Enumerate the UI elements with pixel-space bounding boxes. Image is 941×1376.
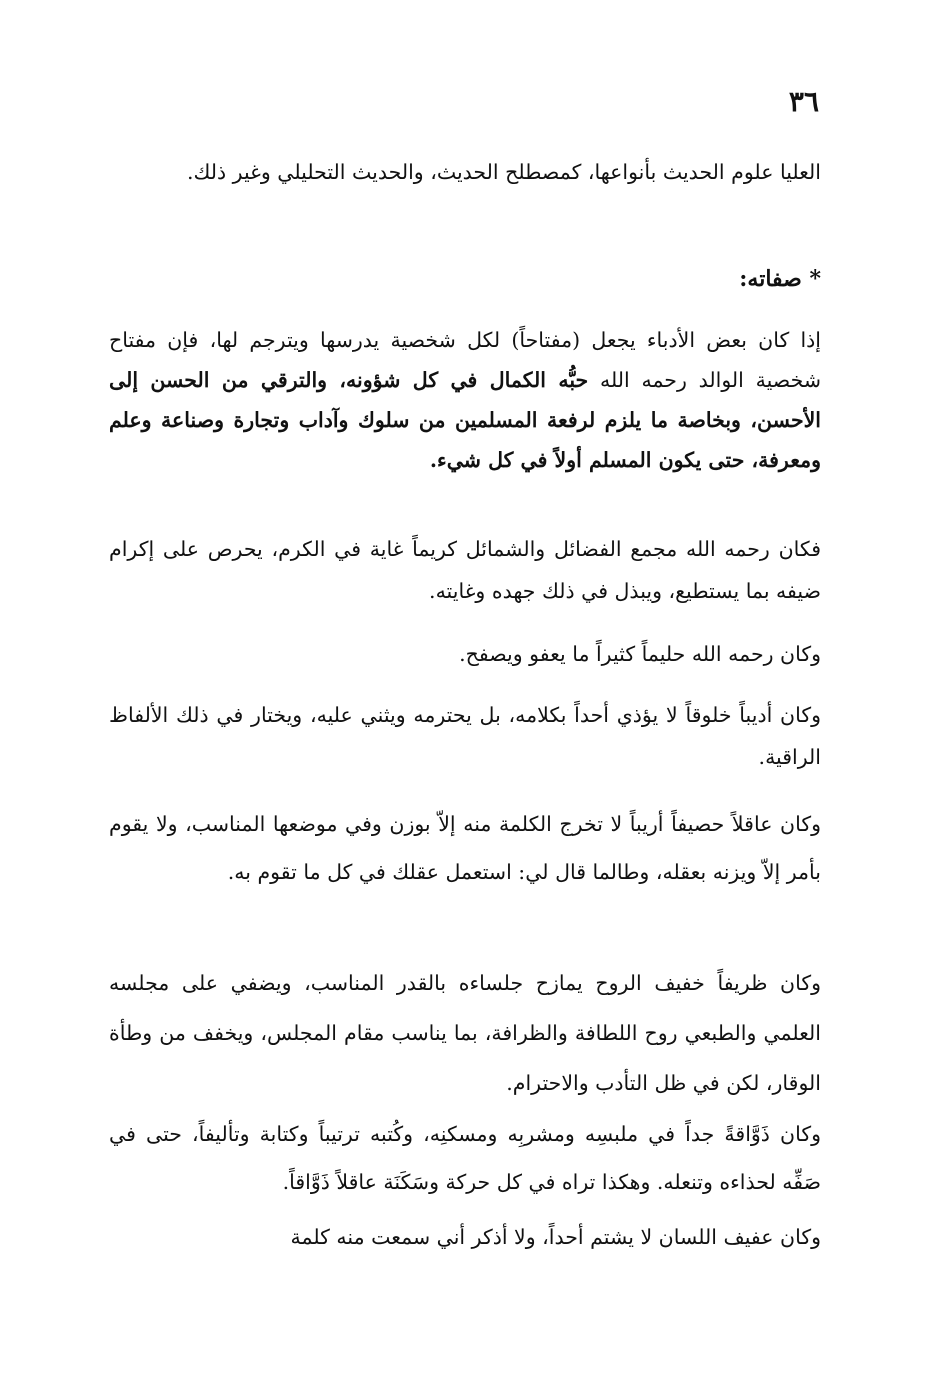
paragraph-manners: وكان أديباً خلوقاً لا يؤذي أحداً بكلامه، بل يحترمه ويثني عليه، ويختار في ذلك الألفاظ الراقية. [109,703,821,769]
paragraph-key-trait [109,320,821,480]
paragraph-taste: وكان ذَوَّاقةً جداً في ملبسِه ومشربِه ومسكنِه، وكُتبه ترتيباً وكتابة وتأليفاً، حتى في صَفِّه لحذاءه وتنعله. وهكذا تراه في كل حركة وسَكَنَة عاقلاً ذَوَّاقاً. [109,1122,821,1194]
intro-paragraph: العليا علوم الحديث بأنواعها، كمصطلح الحديث، والحديث التحليلي وغير ذلك. [186,160,821,184]
section-heading: * صفاته: [739,266,821,292]
paragraph-key-trait-normal: إذا كان بعض الأدباء يجعل (مفتاحاً) لكل شخصية يدرسها ويترجم لها، فإن مفتاح شخصية الوالد رحمه الله [109,328,821,392]
paragraph-forbearance: وكان رحمه الله حليماً كثيراً ما يعفو ويصفح. [459,642,821,666]
paragraph-wisdom: وكان عاقلاً حصيفاً أريباً لا تخرج الكلمة منه إلاّ بوزن وفي موضعها المناسب، ولا يقوم بأمر إلاّ ويزنه بعقله، وطالما قال لي: استعمل عقلك في كل ما تقوم به. [109,812,821,884]
paragraph-humor: وكان ظريفاً خفيف الروح يمازح جلساءه بالقدر المناسب، ويضفي على مجلسه العلمي والطبعي روح اللطافة والظرافة، بما يناسب مقام المجلس، ويخفف من وطأة الوقار، لكن في ظل التأدب والاحترام. [109,971,821,1095]
paragraph-generosity: فكان رحمه الله مجمع الفضائل والشمائل كريماً غاية في الكرم، يحرص على إكرام ضيفه بما يستطيع، ويبذل في ذلك جهده وغايته. [109,537,821,603]
paragraph-key-trait-bold: حبُّه الكمال في كل شؤونه، والترقي من الحسن إلى الأحسن، وبخاصة ما يلزم لرفعة المسلمين من سلوك وآداب وتجارة وصناعة وعلم ومعرفة، حتى يكون المسلم أولاً في كل شيء. [109,368,821,472]
page-number: ٣٦ [788,85,819,118]
paragraph-chaste-tongue: وكان عفيف اللسان لا يشتم أحداً، ولا أذكر أني سمعت منه كلمة [290,1225,821,1249]
